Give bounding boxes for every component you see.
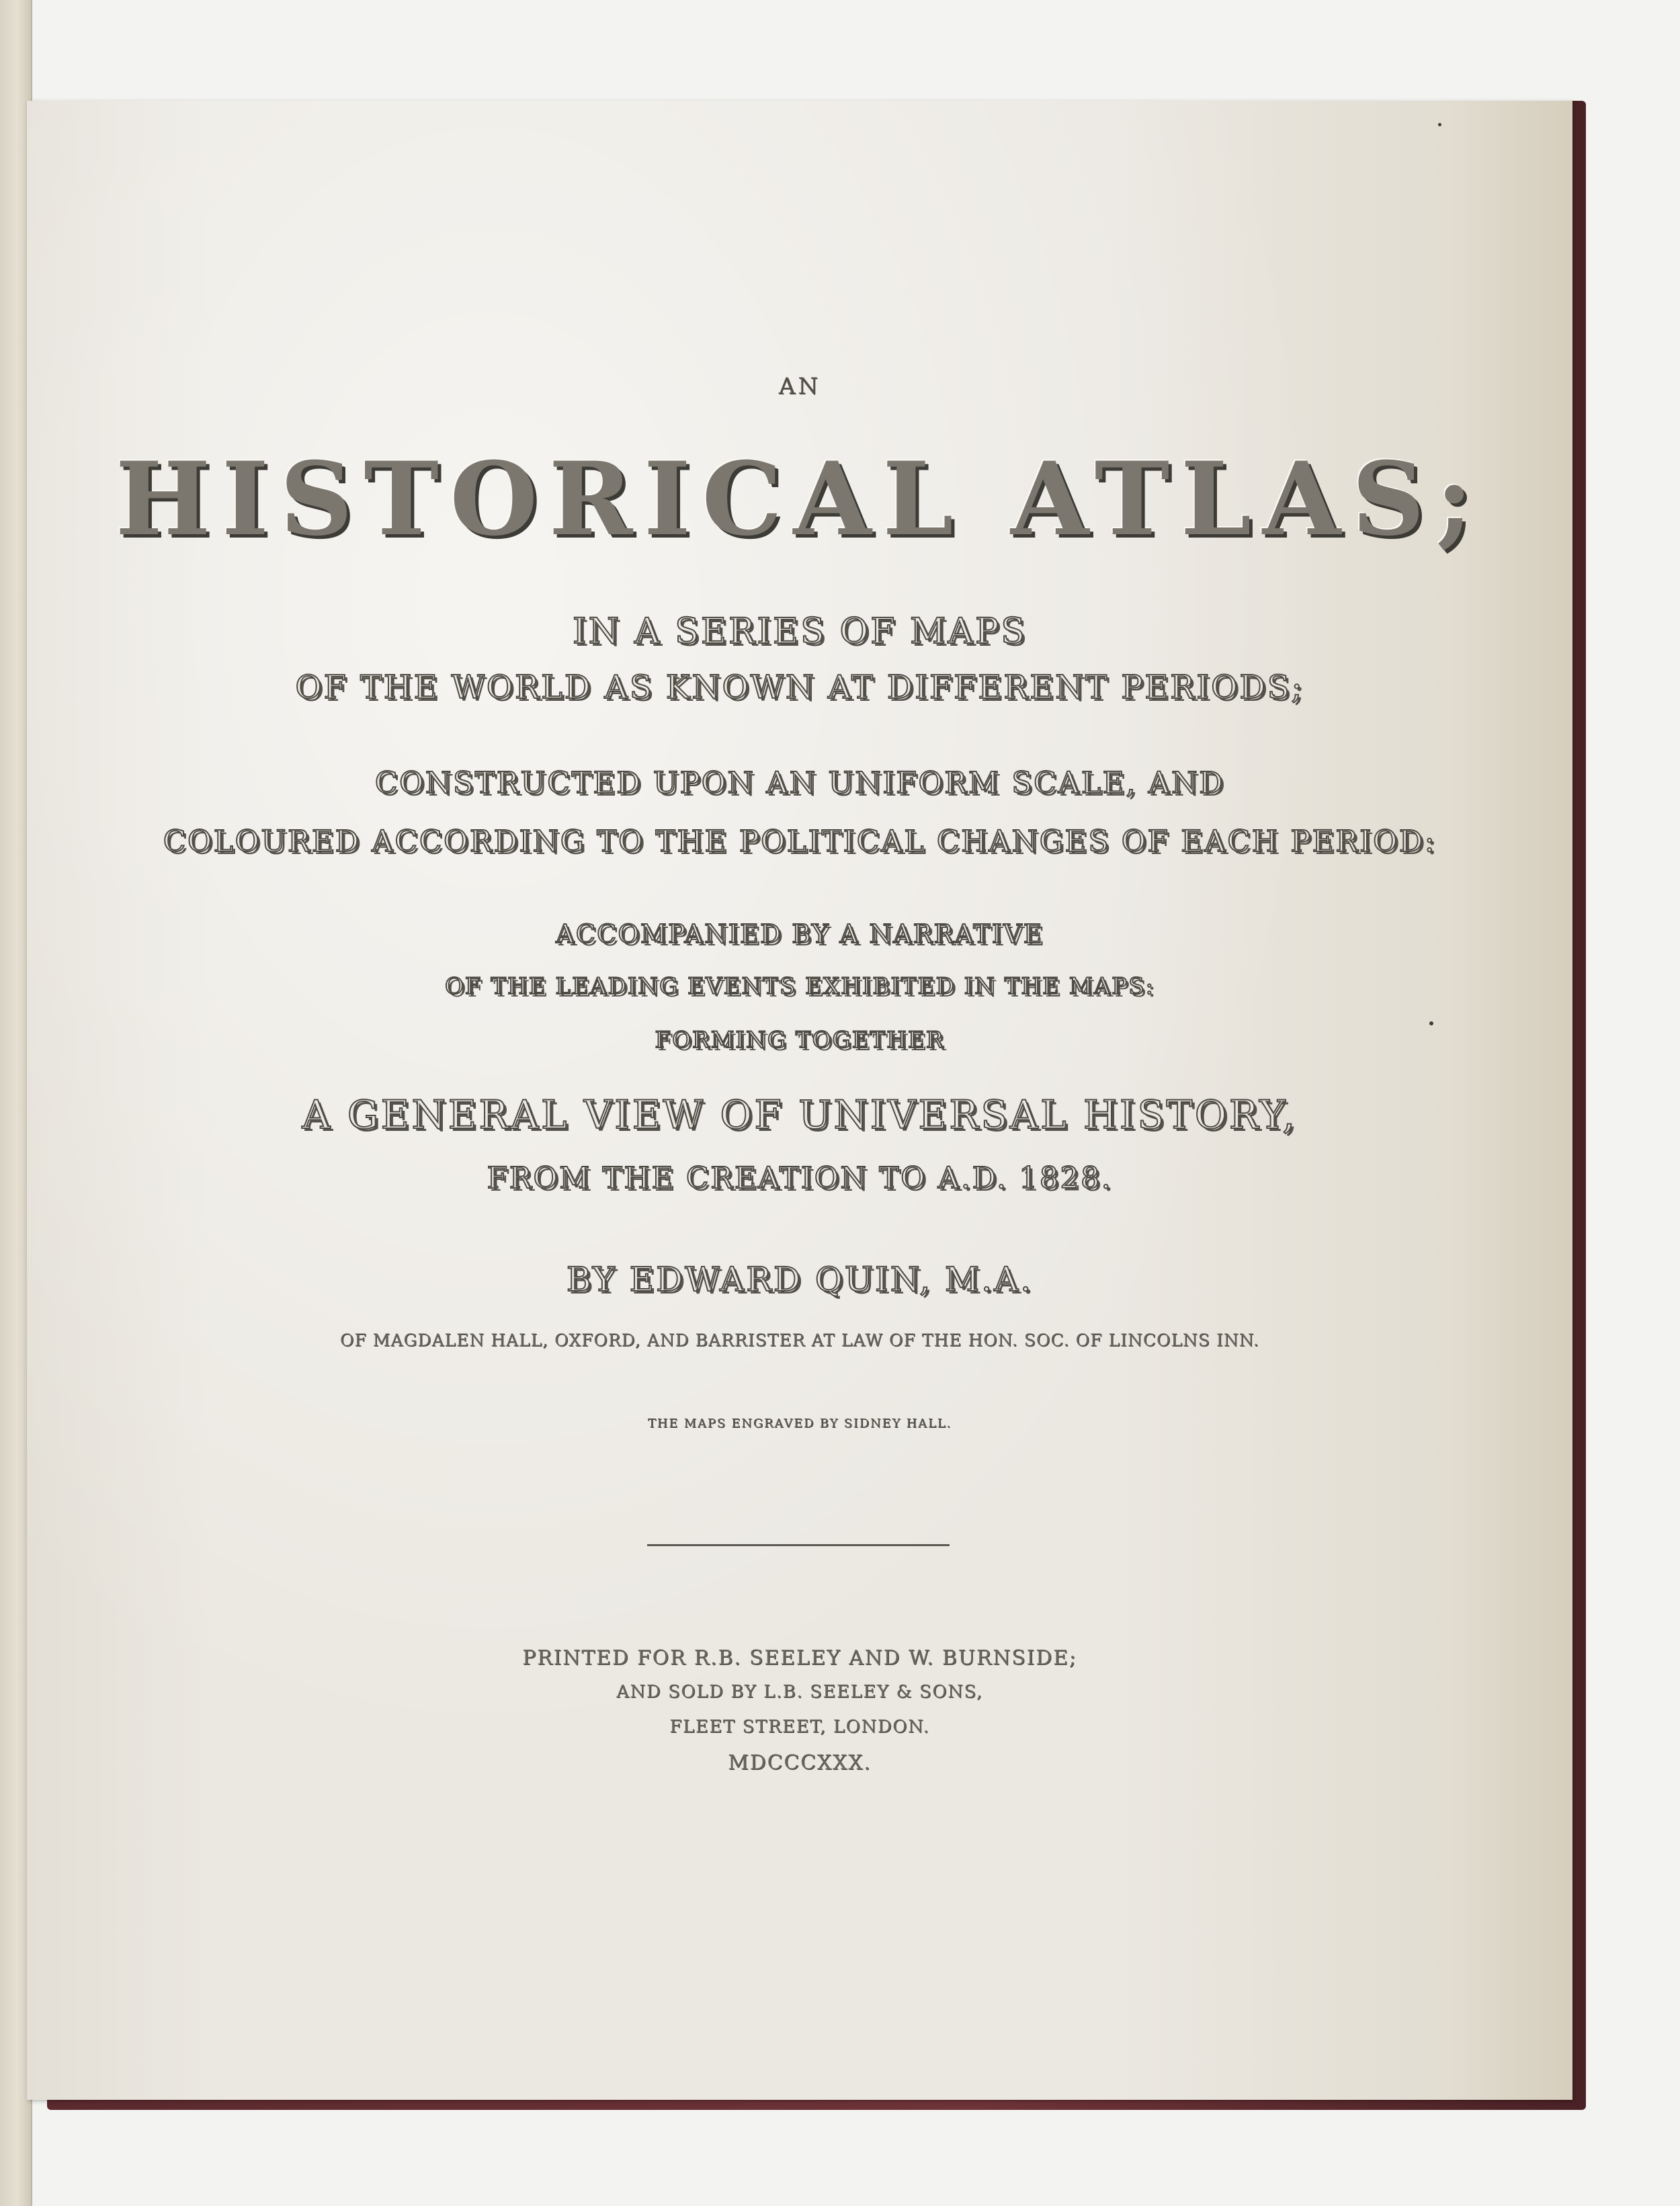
title-page-text	[27, 101, 1572, 2100]
author-line: BY EDWARD QUIN, M.A.	[566, 1260, 1034, 1299]
subtitle-date-range: FROM THE CREATION TO A.D. 1828.	[487, 1161, 1113, 1195]
divider-rule	[647, 1544, 950, 1546]
main-title: HISTORICAL ATLAS;	[115, 440, 1484, 558]
imprint-sold: AND SOLD BY L.B. SEELEY & SONS,	[616, 1682, 983, 1702]
subtitle-series: IN A SERIES OF MAPS	[573, 611, 1027, 652]
imprint-year: MDCCCXXX.	[728, 1751, 872, 1775]
subtitle-world: OF THE WORLD AS KNOWN AT DIFFERENT PERIODS;	[295, 669, 1304, 706]
subtitle-forming-together: FORMING TOGETHER	[655, 1027, 945, 1054]
subtitle-accompanied: ACCOMPANIED BY A NARRATIVE	[556, 919, 1044, 949]
engraver-credit: THE MAPS ENGRAVED BY SIDNEY HALL.	[648, 1416, 952, 1431]
foxing-spot	[1429, 1021, 1433, 1025]
imprint-address: FLEET STREET, LONDON.	[669, 1717, 930, 1737]
author-affiliation: OF MAGDALEN HALL, OXFORD, AND BARRISTER AT LAW OF THE HON. SOC. OF LINCOLNS INN.	[340, 1330, 1259, 1350]
foxing-spot	[1438, 123, 1441, 126]
article-line: AN	[778, 373, 821, 400]
title-page	[27, 101, 1572, 2100]
subtitle-constructed: CONSTRUCTED UPON AN UNIFORM SCALE, AND	[374, 766, 1225, 800]
subtitle-leading-events: OF THE LEADING EVENTS EXHIBITED IN THE MAPS:	[444, 973, 1155, 1000]
subtitle-general-view: A GENERAL VIEW OF UNIVERSAL HISTORY,	[302, 1092, 1298, 1138]
subtitle-coloured: COLOURED ACCORDING TO THE POLITICAL CHANGES OF EACH PERIOD:	[163, 824, 1437, 859]
imprint-printed: PRINTED FOR R.B. SEELEY AND W. BURNSIDE;	[522, 1646, 1077, 1670]
